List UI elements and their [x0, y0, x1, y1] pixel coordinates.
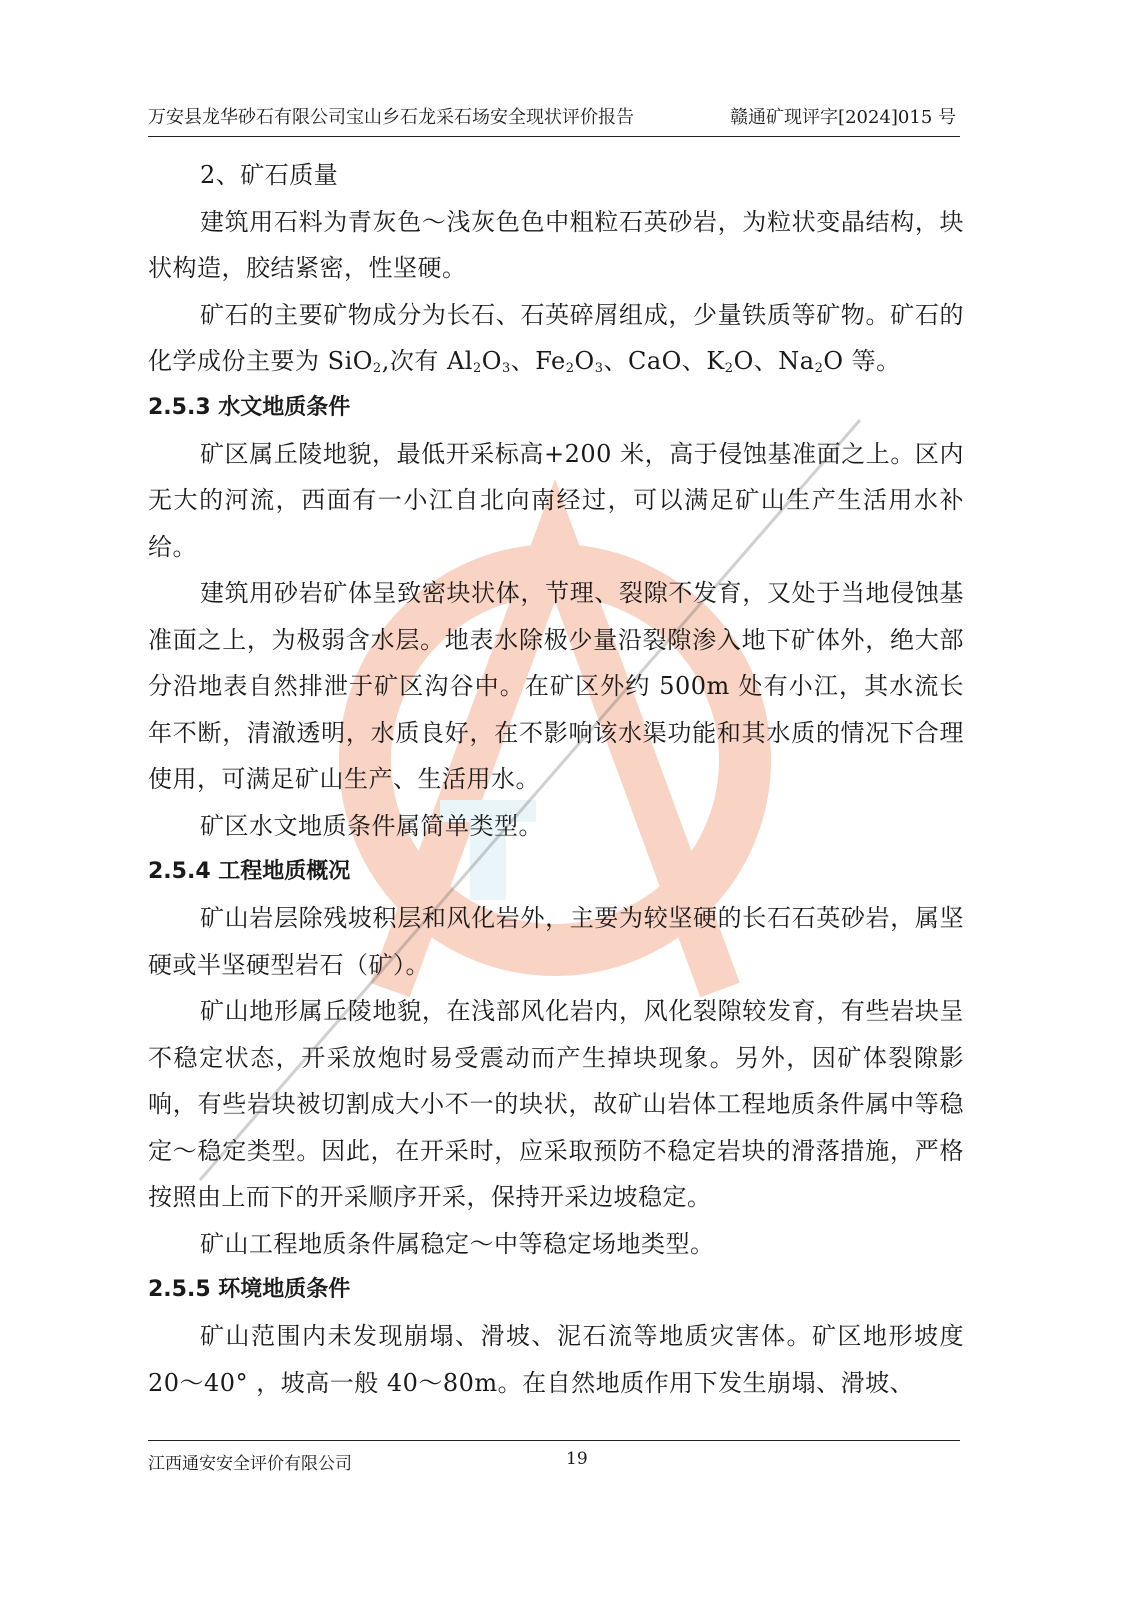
- section-heading-2-5-3: 2.5.3 水文地质条件: [148, 394, 351, 420]
- report-title: 万安县龙华砂石有限公司宝山乡石龙采石场安全现状评价报告: [148, 107, 634, 128]
- hydro-paragraph-3: 矿区水文地质条件属简单类型。: [200, 811, 543, 840]
- page-footer: [148, 1440, 960, 1475]
- section-heading-2-5-5: 2.5.5 环境地质条件: [148, 1277, 351, 1302]
- page-number: 19: [566, 1449, 588, 1469]
- page-content: [148, 152, 964, 1406]
- environment-paragraph-1: 矿山范围内未发现崩塌、滑坡、泥石流等地质灾害体。矿区地形坡度 20～40° ，坡高一般 40～80m。在自然地质作用下发生崩塌、滑坡、: [148, 1322, 964, 1397]
- engineering-paragraph-2: 矿山地形属丘陵地貌，在浅部风化岩内，风化裂隙较发育，有些岩块呈不稳定状态，开采放炮时易受震动而产生掉块现象。另外，因矿体裂隙影响，有些岩块被切割成大小不一的块状，故矿山岩体工程地质条件属中等稳定～稳定类型。因此，在开采时，应采取预防不稳定岩块的滑落措施，严格按照由上而下的开采顺序开采，保持开采边坡稳定。: [148, 997, 964, 1211]
- hydro-paragraph-1: 矿区属丘陵地貌，最低开采标高+200 米，高于侵蚀基准面之上。区内无大的河流，西面有一小江自北向南经过，可以满足矿山生产生活用水补给。: [148, 439, 964, 561]
- ore-paragraph-1: 建筑用石料为青灰色～浅灰色色中粗粒石英砂岩，为粒状变晶结构，块状构造，胶结紧密，性坚硬。: [148, 207, 964, 282]
- ore-quality-title: 2、矿石质量: [200, 161, 339, 189]
- section-heading-2-5-4: 2.5.4 工程地质概况: [148, 859, 351, 884]
- hydro-paragraph-2: 建筑用砂岩矿体呈致密块状体，节理、裂隙不发育，又处于当地侵蚀基准面之上，为极弱含水层。地表水除极少量沿裂隙渗入地下矿体外，绝大部分沿地表自然排泄于矿区沟谷中。在矿区外约 500m 处有小江，其水流长年不断，清澈透明，水质良好，在不影响该水渠功能和其水质的情况下合理使用，可满足矿山生产、生活用水。: [148, 579, 964, 793]
- ore-paragraph-2: 矿石的主要矿物成分为长石、石英碎屑组成，少量铁质等矿物。矿石的化学成份主要为 SiO$_2$,次有 $Al_2O_3$、$Fe_2O_3$、CaO、$K_2O$、$Na_2O$ 等。: [148, 300, 964, 376]
- page-header: [148, 104, 960, 137]
- engineering-paragraph-1: 矿山岩层除残坡积层和风化岩外，主要为较坚硬的长石石英砂岩，属坚硬或半坚硬型岩石（矿）。: [148, 904, 964, 979]
- engineering-paragraph-3: 矿山工程地质条件属稳定～中等稳定场地类型。: [200, 1229, 715, 1258]
- footer-company: 江西通安安全评价有限公司: [148, 1454, 352, 1474]
- document-number: 赣通矿现评字[2024]015 号: [730, 107, 956, 128]
